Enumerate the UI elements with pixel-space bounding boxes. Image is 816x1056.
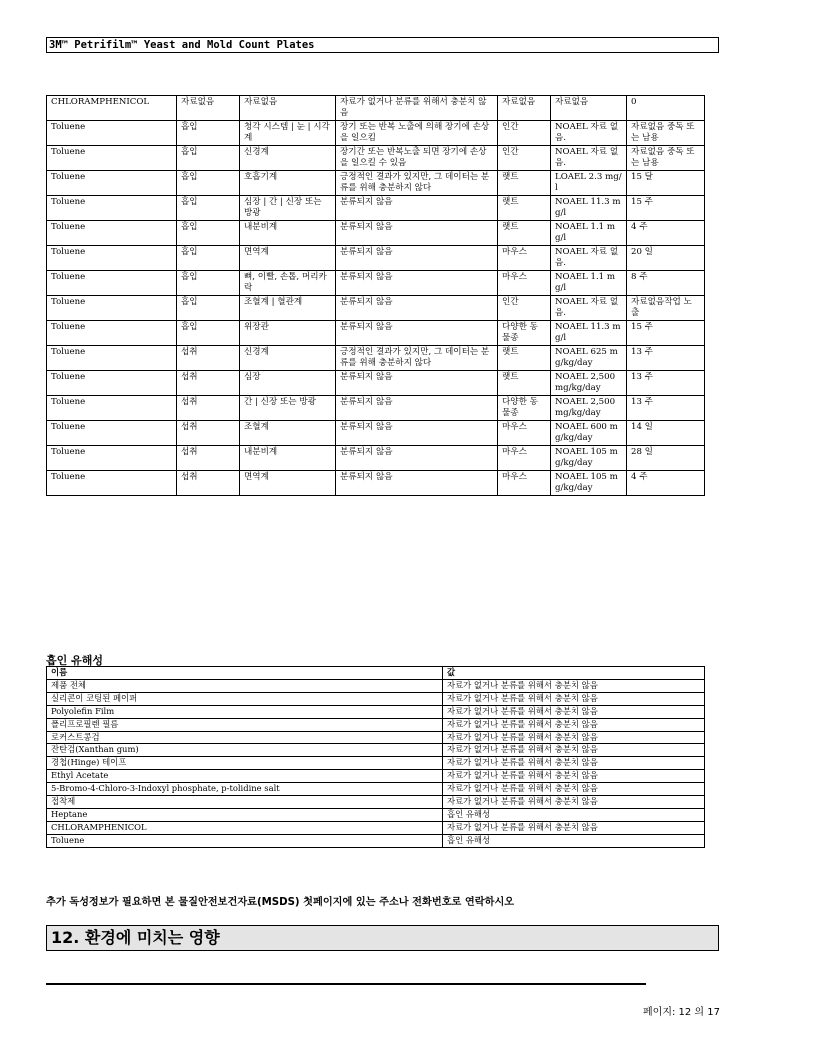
cell-duration: 15 주 [627,321,705,346]
table-row [47,783,705,796]
cell-substance: Toluene [47,271,177,296]
table-row [47,808,705,821]
footer-divider [46,983,646,985]
cell-substance: Toluene [47,121,177,146]
cell-name: 실리콘이 코팅된 페이퍼 [47,692,443,705]
cell-name: Polyolefin Film [47,705,443,718]
cell-route: 섭취 [177,421,240,446]
cell-substance: Toluene [47,296,177,321]
cell-value: 자료가 없거나 분류를 위해서 충분치 않음 [443,718,705,731]
cell-species: 자료없음 [498,96,551,121]
cell-name: 잔탄검(Xanthan gum) [47,744,443,757]
cell-species: 랫트 [498,221,551,246]
additional-info-note: 추가 독성정보가 필요하면 본 물질안전보건자료(MSDS) 첫페이지에 있는 주소나 전화번호로 연락하시오 [46,897,515,908]
cell-duration: 자료없음 중독 또는 남용 [627,121,705,146]
cell-substance: Toluene [47,421,177,446]
cell-organ: 심장 | 간 | 신장 또는 방광 [240,196,336,221]
cell-result: NOAEL 11.3 mg/l [551,196,627,221]
cell-duration: 0 [627,96,705,121]
table-row [47,371,705,396]
cell-result: NOAEL 2,500 mg/kg/day [551,396,627,421]
table-row [47,770,705,783]
cell-species: 인간 [498,121,551,146]
cell-substance: Toluene [47,446,177,471]
cell-species: 랫트 [498,196,551,221]
table-row [47,96,705,121]
cell-result: NOAEL 자료 없음. [551,246,627,271]
cell-name: Ethyl Acetate [47,770,443,783]
cell-value: 자료가 없거나 분류를 위해서 충분치 않음 [336,96,498,121]
cell-value: 장기간 또는 반복노출 되면 장기에 손상을 일으킬 수 있음 [336,146,498,171]
cell-result: NOAEL 625 mg/kg/day [551,346,627,371]
cell-result: NOAEL 자료 없음. [551,146,627,171]
cell-value: 긍정적인 결과가 있지만, 그 데이터는 분류를 위해 충분하지 않다 [336,346,498,371]
cell-value: 분류되지 않음 [336,471,498,496]
cell-organ: 내분비계 [240,221,336,246]
cell-species: 인간 [498,146,551,171]
table-row [47,471,705,496]
cell-value: 흡인 유해성 [443,808,705,821]
cell-species: 마우스 [498,271,551,296]
target-organ-toxicity-table [46,95,705,496]
cell-organ: 내분비계 [240,446,336,471]
table-row [47,446,705,471]
cell-result: NOAEL 1.1 mg/l [551,221,627,246]
cell-duration: 4 주 [627,221,705,246]
cell-species: 인간 [498,296,551,321]
cell-value: 분류되지 않음 [336,296,498,321]
cell-value: 자료가 없거나 분류를 위해서 충분치 않음 [443,783,705,796]
cell-substance: Toluene [47,471,177,496]
cell-species: 다양한 동물종 [498,321,551,346]
cell-name: 로커스트콩검 [47,731,443,744]
cell-value: 자료가 없거나 분류를 위해서 충분치 않음 [443,796,705,809]
cell-substance: Toluene [47,146,177,171]
cell-value: 분류되지 않음 [336,246,498,271]
table-row [47,196,705,221]
cell-organ: 신경계 [240,146,336,171]
cell-substance: Toluene [47,346,177,371]
cell-species: 마우스 [498,446,551,471]
cell-value: 흡인 유해성 [443,834,705,847]
cell-route: 섭취 [177,396,240,421]
cell-value: 자료가 없거나 분류를 위해서 충분치 않음 [443,731,705,744]
cell-substance: Toluene [47,171,177,196]
cell-organ: 조혈계 | 혈관계 [240,296,336,321]
cell-route: 섭취 [177,371,240,396]
cell-result: NOAEL 105 mg/kg/day [551,471,627,496]
table-row [47,796,705,809]
table-row [47,679,705,692]
table-row [47,718,705,731]
table-row [47,246,705,271]
cell-duration: 13 주 [627,396,705,421]
cell-route: 흡입 [177,296,240,321]
cell-result: NOAEL 105 mg/kg/day [551,446,627,471]
cell-value: 자료가 없거나 분류를 위해서 충분치 않음 [443,679,705,692]
cell-name: 경첩(Hinge) 테이프 [47,757,443,770]
cell-organ: 호흡기계 [240,171,336,196]
table-row [47,744,705,757]
cell-result: NOAEL 11.3 mg/l [551,321,627,346]
page-number: 페이지: 12 의 17 [643,1007,720,1018]
table-row [47,834,705,847]
cell-value: 자료가 없거나 분류를 위해서 충분치 않음 [443,744,705,757]
cell-name: 5-Bromo-4-Chloro-3-Indoxyl phosphate, p-tolidine salt [47,783,443,796]
cell-name: Toluene [47,834,443,847]
cell-species: 랫트 [498,171,551,196]
cell-species: 랫트 [498,346,551,371]
cell-name: 접착제 [47,796,443,809]
cell-value: 분류되지 않음 [336,221,498,246]
cell-value: 분류되지 않음 [336,446,498,471]
table-row [47,396,705,421]
table-row [47,221,705,246]
cell-species: 랫트 [498,371,551,396]
cell-organ: 면역계 [240,246,336,271]
table-row [47,271,705,296]
cell-organ: 위장관 [240,321,336,346]
cell-organ: 면역계 [240,471,336,496]
cell-species: 다양한 동물종 [498,396,551,421]
table-row [47,731,705,744]
aspiration-header-row [47,667,705,680]
cell-value: 자료가 없거나 분류를 위해서 충분치 않음 [443,821,705,834]
cell-value: 자료가 없거나 분류를 위해서 충분치 않음 [443,757,705,770]
cell-route: 흡입 [177,196,240,221]
cell-route: 흡입 [177,271,240,296]
cell-value: 분류되지 않음 [336,321,498,346]
cell-duration: 8 주 [627,271,705,296]
table-row [47,705,705,718]
cell-value: 긍정적인 결과가 있지만, 그 데이터는 분류를 위해 충분하지 않다 [336,171,498,196]
cell-duration: 28 일 [627,446,705,471]
cell-value: 분류되지 않음 [336,396,498,421]
cell-substance: Toluene [47,221,177,246]
table-row [47,121,705,146]
table-row [47,321,705,346]
cell-substance: Toluene [47,396,177,421]
cell-value: 자료가 없거나 분류를 위해서 충분치 않음 [443,770,705,783]
cell-value: 분류되지 않음 [336,196,498,221]
table-row [47,346,705,371]
cell-route: 흡입 [177,221,240,246]
cell-duration: 13 주 [627,371,705,396]
cell-duration: 자료없음작업 노출 [627,296,705,321]
cell-route: 흡입 [177,121,240,146]
cell-substance: Toluene [47,196,177,221]
cell-route: 흡입 [177,146,240,171]
cell-duration: 20 일 [627,246,705,271]
cell-species: 마우스 [498,471,551,496]
cell-result: NOAEL 1.1 mg/l [551,271,627,296]
cell-result: NOAEL 2,500 mg/kg/day [551,371,627,396]
cell-duration: 4 주 [627,471,705,496]
cell-result: NOAEL 600 mg/kg/day [551,421,627,446]
column-header-value: 값 [443,667,705,680]
aspiration-hazard-title: 흡인 유해성 [46,654,103,667]
cell-organ: 청각 시스템 | 눈 | 시각계 [240,121,336,146]
cell-name: CHLORAMPHENICOL [47,821,443,834]
table-row [47,821,705,834]
cell-route: 자료없음 [177,96,240,121]
cell-species: 마우스 [498,246,551,271]
cell-route: 섭취 [177,346,240,371]
cell-value: 자료가 없거나 분류를 위해서 충분치 않음 [443,692,705,705]
cell-species: 마우스 [498,421,551,446]
cell-organ: 심장 [240,371,336,396]
document-header: 3M™ Petrifilm™ Yeast and Mold Count Plates [46,37,719,53]
cell-value: 분류되지 않음 [336,371,498,396]
cell-value: 분류되지 않음 [336,421,498,446]
cell-substance: Toluene [47,371,177,396]
cell-duration: 자료없음 중독 또는 남용 [627,146,705,171]
section-12-heading: 12. 환경에 미치는 영향 [46,925,719,951]
table-row [47,421,705,446]
cell-value: 분류되지 않음 [336,271,498,296]
cell-organ: 조혈계 [240,421,336,446]
cell-duration: 13 주 [627,346,705,371]
table-row [47,171,705,196]
cell-name: 폴리프로필렌 필름 [47,718,443,731]
cell-route: 흡입 [177,246,240,271]
cell-route: 섭취 [177,446,240,471]
cell-route: 흡입 [177,171,240,196]
aspiration-hazard-table [46,666,705,848]
cell-organ: 신경계 [240,346,336,371]
cell-duration: 15 달 [627,171,705,196]
cell-duration: 14 일 [627,421,705,446]
table-row [47,296,705,321]
cell-route: 흡입 [177,321,240,346]
cell-result: NOAEL 자료 없음. [551,121,627,146]
cell-route: 섭취 [177,471,240,496]
cell-organ: 뼈, 이빨, 손톱, 머리카락 [240,271,336,296]
cell-organ: 자료없음 [240,96,336,121]
table-row [47,692,705,705]
cell-organ: 간 | 신장 또는 방광 [240,396,336,421]
cell-substance: Toluene [47,246,177,271]
cell-result: LOAEL 2.3 mg/l [551,171,627,196]
cell-value: 장기 또는 반복 노출에 의해 장기에 손상을 일으킴 [336,121,498,146]
cell-name: Heptane [47,808,443,821]
cell-name: 제품 전체 [47,679,443,692]
cell-value: 자료가 없거나 분류를 위해서 충분치 않음 [443,705,705,718]
cell-result: NOAEL 자료 없음. [551,296,627,321]
column-header-name: 이름 [47,667,443,680]
cell-substance: CHLORAMPHENICOL [47,96,177,121]
table-row [47,757,705,770]
table-row [47,146,705,171]
cell-result: 자료없음 [551,96,627,121]
cell-duration: 15 주 [627,196,705,221]
cell-substance: Toluene [47,321,177,346]
